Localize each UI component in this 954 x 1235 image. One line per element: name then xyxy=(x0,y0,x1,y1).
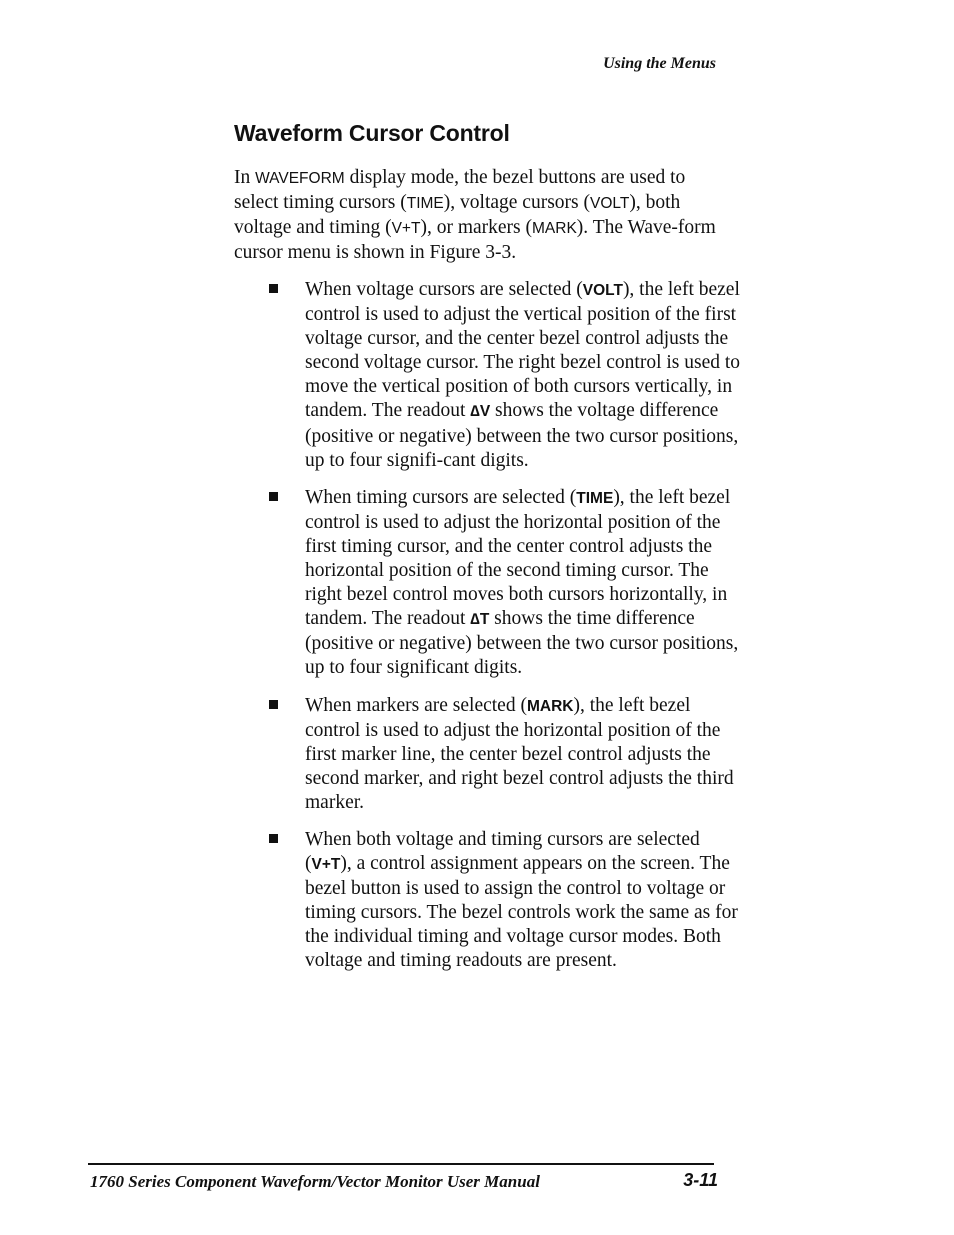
bullet-text: ), the left bezel control is used to adjust the vertical position of the first voltage cursor, and the center bezel control adjusts the second voltage cursor. The right bezel control is used to move the vertical position of both cursors vertically, in tandem. The readout xyxy=(305,279,741,422)
list-item-time xyxy=(268,486,748,681)
page-number: 3-11 xyxy=(683,1170,718,1190)
intro-text: ), or markers ( xyxy=(420,217,532,238)
bullet-text: ), the left bezel control is used to adjust the horizontal position of the first timing cursor, and the center control adjusts the horizontal position of the second timing cursor. The right bezel control moves both cursors horizontally, in tandem. The readout xyxy=(305,486,731,630)
menu-label-mark: MARK xyxy=(532,220,577,237)
bullet-text: When voltage cursors are selected ( xyxy=(305,279,583,300)
menu-label-time: TIME xyxy=(576,489,614,507)
menu-label-vt: V+T xyxy=(311,856,341,874)
bullet-text: When markers are selected ( xyxy=(305,694,527,716)
readout-delta-t: ∆T xyxy=(470,611,490,629)
bullet-text: When both voltage and timing cursors are selected ( xyxy=(305,828,700,875)
menu-label-volt: VOLT xyxy=(582,282,623,299)
footer-title: 1760 Series Component Waveform/Vector Monitor User Manual xyxy=(90,1172,540,1191)
mode-label-waveform: WAVEFORM xyxy=(255,170,345,187)
square-bullet-icon xyxy=(269,700,278,709)
running-head: Using the Menus xyxy=(603,55,716,72)
readout-delta-v: ∆V xyxy=(470,403,491,421)
footer-rule xyxy=(88,1163,714,1165)
list-item-volt xyxy=(268,278,748,473)
intro-text: display mode, the bezel buttons are used to select timing cursors ( xyxy=(234,167,686,213)
intro-text: In xyxy=(234,167,256,188)
intro-text: ), both voltage and timing ( xyxy=(234,192,681,238)
intro-text: ). The Wave-form cursor menu is shown in Figure 3-3. xyxy=(234,217,716,263)
list-item-mark xyxy=(268,694,748,815)
intro-paragraph xyxy=(234,166,724,265)
bullet-text: ), a control assignment appears on the screen. The bezel button is used to assign the control to voltage or timing cursors. The bezel controls work the same as for the individual timing and voltage cursor modes. Both voltage and timing readouts are present. xyxy=(305,853,738,972)
bullet-text: shows the voltage difference (positive or negative) between the two cursor positions, up to four signifi-cant digits. xyxy=(305,400,739,471)
menu-label-mark: MARK xyxy=(526,697,574,715)
menu-label-vt: V+T xyxy=(391,220,421,237)
square-bullet-icon xyxy=(269,284,278,293)
bullet-list xyxy=(268,278,748,987)
bullet-text: shows the time difference (positive or negative) between the two cursor positions, up to four significant digits. xyxy=(305,608,739,679)
list-item-vt xyxy=(268,828,748,974)
square-bullet-icon xyxy=(269,834,278,843)
square-bullet-icon xyxy=(269,492,278,501)
menu-label-volt: VOLT xyxy=(589,195,630,212)
bullet-text: ), the left bezel control is used to adjust the horizontal position of the first marker line, the center bezel control adjusts the second marker, and right bezel control adjusts the third marker. xyxy=(305,694,734,813)
bullet-text: When timing cursors are selected ( xyxy=(305,486,577,508)
section-heading: Waveform Cursor Control xyxy=(234,120,510,146)
menu-label-time: TIME xyxy=(406,195,444,212)
intro-text: ), voltage cursors ( xyxy=(443,192,590,213)
